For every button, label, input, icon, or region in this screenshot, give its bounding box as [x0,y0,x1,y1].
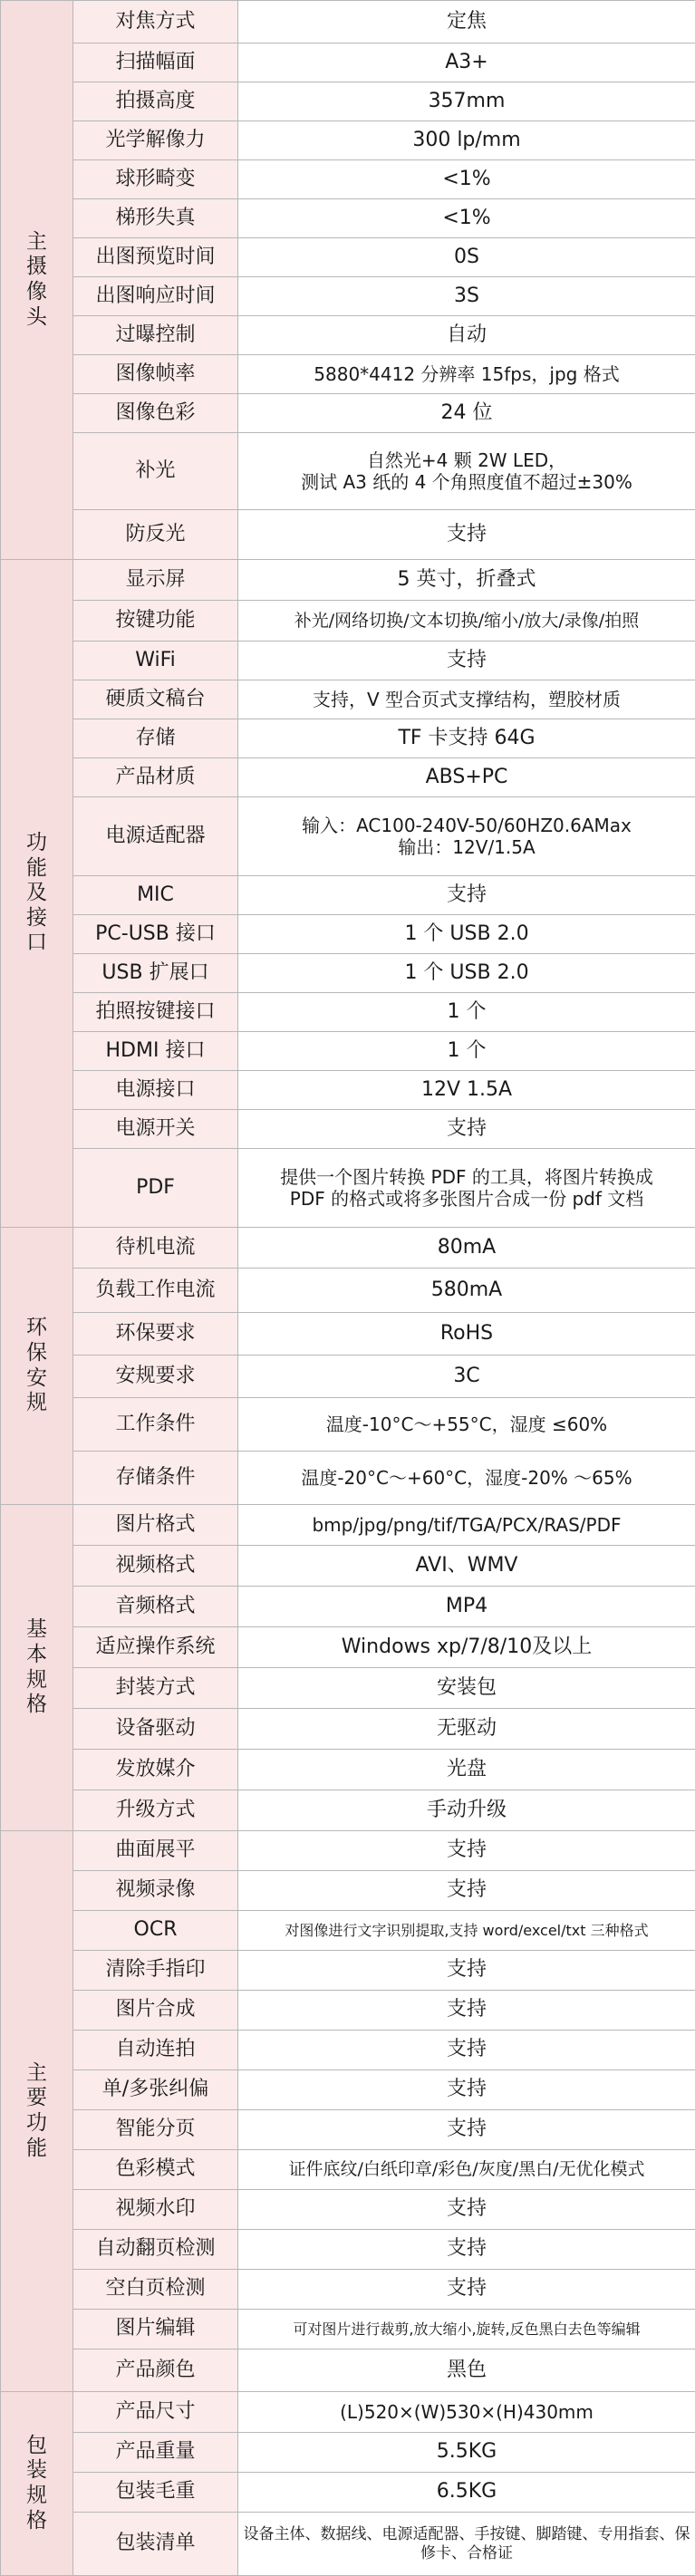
spec-value: TF 卡支持 64G [238,719,695,758]
spec-label: PC-USB 接口 [73,915,238,954]
section-label-basic-specs [1,1505,73,1831]
spec-value: 3S [238,277,695,316]
spec-row [1,560,695,601]
spec-row [1,642,695,680]
spec-row [1,43,695,82]
spec-row [1,355,695,394]
spec-row [1,1032,695,1071]
section-label-main-functions [1,1831,73,2392]
spec-value: 提供一个图片转换 PDF 的工具，将图片转换成 PDF 的格式或将多张图片合成一份 pdf 文档 [238,1149,695,1228]
spec-label: 智能分页 [73,2110,238,2150]
spec-row [1,915,695,954]
spec-row [1,2150,695,2190]
spec-label: HDMI 接口 [73,1032,238,1071]
spec-value: <1% [238,160,695,199]
spec-value: 3C [238,1356,695,1398]
spec-label: MIC [73,876,238,915]
spec-value: 300 lp/mm [238,121,695,160]
spec-value: 支持 [238,2270,695,2310]
spec-label: 过曝控制 [73,316,238,355]
spec-label: 存储条件 [73,1452,238,1505]
spec-value: 输入：AC100-240V-50/60HZ0.6AMax 输出：12V/1.5A [238,797,695,876]
spec-label: 色彩模式 [73,2150,238,2190]
spec-label: 音频格式 [73,1587,238,1627]
spec-label: PDF [73,1149,238,1228]
spec-row [1,1790,695,1831]
spec-label: WiFi [73,642,238,680]
spec-row [1,238,695,277]
spec-value: 80mA [238,1228,695,1269]
spec-label: 电源接口 [73,1071,238,1110]
section-label-packaging [1,2392,73,2576]
spec-value: 无驱动 [238,1709,695,1750]
spec-label: 自动翻页检测 [73,2230,238,2270]
spec-row [1,2190,695,2230]
spec-row [1,2031,695,2070]
spec-row [1,2270,695,2310]
spec-value: 支持 [238,1871,695,1911]
spec-row [1,1709,695,1750]
section-label-text: 包装规格 [24,2434,50,2533]
spec-value: 5880*4412 分辨率 15fps，jpg 格式 [238,355,695,394]
spec-row [1,1627,695,1668]
section-label-text: 主摄像头 [24,230,50,330]
spec-value: 0S [238,238,695,277]
spec-value: AVI、WMV [238,1546,695,1587]
section-label-text: 主要功能 [24,2061,50,2161]
spec-label: 产品颜色 [73,2349,238,2392]
spec-label: 包装毛重 [73,2473,238,2513]
spec-label: 防反光 [73,510,238,560]
spec-label: 梯形失真 [73,199,238,238]
spec-row [1,2433,695,2473]
spec-label: 曲面展平 [73,1831,238,1871]
spec-value: 支持 [238,510,695,560]
spec-value: 温度-20°C～+60°C，湿度-20% ～65% [238,1452,695,1505]
spec-row [1,121,695,160]
spec-row [1,758,695,797]
spec-row [1,1991,695,2031]
spec-value: (L)520×(W)530×(H)430mm [238,2392,695,2433]
spec-value: 支持 [238,2110,695,2150]
spec-label: 设备驱动 [73,1709,238,1750]
spec-row [1,993,695,1032]
spec-value: 对图像进行文字识别提取,支持 word/excel/txt 三种格式 [238,1911,695,1951]
spec-label: 视频水印 [73,2190,238,2230]
spec-label: OCR [73,1911,238,1951]
spec-row [1,719,695,758]
spec-value: 支持 [238,876,695,915]
spec-label: 按键功能 [73,601,238,642]
spec-row [1,2473,695,2513]
spec-label: 产品材质 [73,758,238,797]
spec-row [1,2110,695,2150]
spec-value: <1% [238,199,695,238]
spec-label: 视频录像 [73,1871,238,1911]
spec-value: 补光/网络切换/文本切换/缩小/放大/录像/拍照 [238,601,695,642]
spec-row [1,1149,695,1228]
spec-value: 24 位 [238,394,695,433]
spec-value: 手动升级 [238,1790,695,1831]
spec-row [1,433,695,510]
spec-row [1,1871,695,1911]
spec-label: 升级方式 [73,1790,238,1831]
spec-label: 图像帧率 [73,355,238,394]
spec-row [1,1071,695,1110]
spec-label: 硬质文稿台 [73,680,238,719]
spec-value: 支持，V 型合页式支撑结构，塑胶材质 [238,680,695,719]
spec-label: 空白页检测 [73,2270,238,2310]
spec-row [1,1831,695,1871]
spec-row [1,2070,695,2110]
spec-label: 产品尺寸 [73,2392,238,2433]
spec-row [1,82,695,121]
spec-row [1,1951,695,1991]
spec-label: 工作条件 [73,1398,238,1452]
spec-value: 可对图片进行裁剪,放大缩小,旋转,反色黑白去色等编辑 [238,2310,695,2349]
spec-label: 出图预览时间 [73,238,238,277]
spec-row [1,1269,695,1313]
spec-row [1,316,695,355]
spec-value: 支持 [238,642,695,680]
spec-value: 支持 [238,1110,695,1149]
spec-label: 发放媒介 [73,1750,238,1790]
spec-label: 负载工作电流 [73,1269,238,1313]
spec-label: 对焦方式 [73,1,238,43]
spec-row [1,1546,695,1587]
spec-label: 自动连拍 [73,2031,238,2070]
spec-label: 电源适配器 [73,797,238,876]
spec-value: 支持 [238,2230,695,2270]
spec-value: 安装包 [238,1668,695,1709]
section-label-text: 基本规格 [24,1617,50,1717]
spec-value: 支持 [238,1991,695,2031]
spec-row [1,1750,695,1790]
spec-row [1,1668,695,1709]
spec-row [1,1911,695,1951]
spec-row [1,1110,695,1149]
spec-label: 出图响应时间 [73,277,238,316]
spec-value: 357mm [238,82,695,121]
spec-value: 温度-10°C～+55°C，湿度 ≤60% [238,1398,695,1452]
spec-row [1,1505,695,1546]
spec-row [1,199,695,238]
spec-label: 包装清单 [73,2513,238,2576]
spec-value: Windows xp/7/8/10及以上 [238,1627,695,1668]
spec-value: 设备主体、数据线、电源适配器、手按键、脚踏键、专用指套、保修卡、合格证 [238,2513,695,2576]
section-label-main-camera [1,1,73,560]
section-label-environment-safety [1,1228,73,1505]
spec-row [1,2513,695,2576]
spec-value: 12V 1.5A [238,1071,695,1110]
spec-value: bmp/jpg/png/tif/TGA/PCX/RAS/PDF [238,1505,695,1546]
spec-label: 环保要求 [73,1313,238,1356]
spec-value: RoHS [238,1313,695,1356]
spec-label: 视频格式 [73,1546,238,1587]
spec-value: 6.5KG [238,2473,695,2513]
spec-value: 定焦 [238,1,695,43]
spec-value: A3+ [238,43,695,82]
section-label-functions-interfaces [1,560,73,1228]
spec-label: 单/多张纠偏 [73,2070,238,2110]
spec-label: 显示屏 [73,560,238,601]
spec-value: 1 个 USB 2.0 [238,915,695,954]
spec-label: 图片编辑 [73,2310,238,2349]
spec-label: 产品重量 [73,2433,238,2473]
spec-row [1,680,695,719]
spec-value: 支持 [238,2190,695,2230]
spec-value: 5 英寸，折叠式 [238,560,695,601]
spec-row [1,1,695,43]
spec-value: 支持 [238,2070,695,2110]
spec-value: 支持 [238,1951,695,1991]
spec-label: 图片格式 [73,1505,238,1546]
spec-value: 1 个 [238,993,695,1032]
spec-value: MP4 [238,1587,695,1627]
spec-value: 黑色 [238,2349,695,2392]
spec-row [1,277,695,316]
spec-value: 自然光+4 颗 2W LED， 测试 A3 纸的 4 个角照度值不超过±30% [238,433,695,510]
spec-row [1,1452,695,1505]
spec-value: 580mA [238,1269,695,1313]
spec-row [1,2310,695,2349]
spec-row [1,1398,695,1452]
spec-value: 证件底纹/白纸印章/彩色/灰度/黑白/无优化模式 [238,2150,695,2190]
spec-row [1,1228,695,1269]
spec-label: 图像色彩 [73,394,238,433]
spec-label: 适应操作系统 [73,1627,238,1668]
section-label-text: 功能及接口 [24,831,50,956]
spec-row [1,1356,695,1398]
spec-label: 清除手指印 [73,1951,238,1991]
spec-value: ABS+PC [238,758,695,797]
spec-value: 光盘 [238,1750,695,1790]
spec-label: 待机电流 [73,1228,238,1269]
spec-label: 封装方式 [73,1668,238,1709]
spec-row [1,2349,695,2392]
spec-row [1,510,695,560]
spec-label: USB 扩展口 [73,954,238,993]
spec-row [1,2230,695,2270]
spec-label: 存储 [73,719,238,758]
spec-label: 安规要求 [73,1356,238,1398]
spec-label: 拍摄高度 [73,82,238,121]
spec-value: 1 个 USB 2.0 [238,954,695,993]
spec-row [1,1587,695,1627]
spec-label: 拍照按键接口 [73,993,238,1032]
spec-value: 5.5KG [238,2433,695,2473]
spec-value: 支持 [238,1831,695,1871]
spec-row [1,1313,695,1356]
spec-label: 图片合成 [73,1991,238,2031]
spec-label: 扫描幅面 [73,43,238,82]
spec-row [1,601,695,642]
spec-row [1,394,695,433]
spec-row [1,954,695,993]
spec-label: 补光 [73,433,238,510]
spec-value: 支持 [238,2031,695,2070]
spec-value: 自动 [238,316,695,355]
spec-label: 球形畸变 [73,160,238,199]
spec-label: 电源开关 [73,1110,238,1149]
section-label-text: 环保安规 [24,1316,50,1415]
spec-row [1,876,695,915]
spec-row [1,2392,695,2433]
spec-value: 1 个 [238,1032,695,1071]
spec-label: 光学解像力 [73,121,238,160]
spec-row [1,160,695,199]
spec-row [1,797,695,876]
